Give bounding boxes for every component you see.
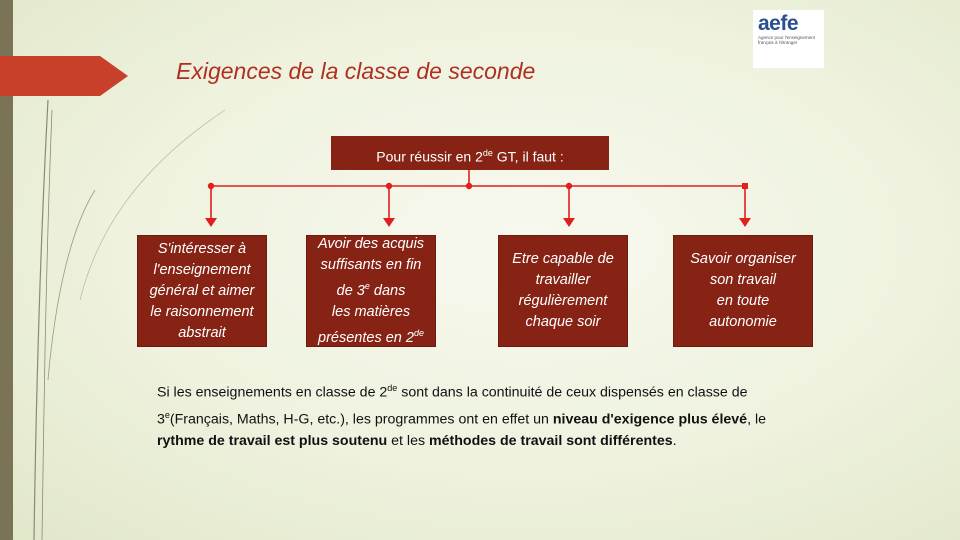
para-text: (Français, Maths, H-G, etc.), les programmes ont en effet un xyxy=(169,411,553,428)
logo-subtitle: Agence pour l'enseignement français à l'étranger xyxy=(758,35,815,45)
para-sup: e xyxy=(164,409,170,420)
box-line: Etre capable de xyxy=(512,251,614,267)
header-text-after: GT, il faut : xyxy=(492,148,564,165)
requirement-box-knowledge xyxy=(306,235,436,347)
box-line: abstrait xyxy=(178,324,226,341)
box-line: l'enseignement xyxy=(153,261,251,278)
box-line: son travail xyxy=(709,272,777,288)
box-line: dans xyxy=(369,282,406,299)
header-sup: de xyxy=(482,148,493,158)
logo-word: aefe xyxy=(758,12,799,35)
para-text: et les xyxy=(387,433,430,450)
para-bold: rythme de travail est plus soutenu xyxy=(157,433,388,450)
explanation-paragraph xyxy=(157,377,807,452)
requirement-box-autonomy xyxy=(673,235,813,347)
box-sup: de xyxy=(413,327,424,338)
para-text: . xyxy=(672,433,677,450)
box-line: S'intéresser à xyxy=(157,240,247,257)
box-line: travailler xyxy=(535,272,591,288)
box-line: autonomie xyxy=(709,314,777,330)
box-line: général et aimer xyxy=(149,282,255,299)
box-line: chaque soir xyxy=(525,314,601,330)
requirement-box-interest xyxy=(137,235,267,347)
box-sup: e xyxy=(364,280,370,291)
box-line: présentes en 2 xyxy=(318,329,414,346)
box-line: les matières xyxy=(331,303,411,320)
para-bold: niveau d'exigence plus élevé xyxy=(552,411,748,428)
box-line: Avoir des acquis xyxy=(317,235,425,252)
box-line: en toute xyxy=(716,293,770,309)
box-line: Savoir organiser xyxy=(690,251,796,267)
box-line: de 3 xyxy=(336,282,365,299)
para-bold: méthodes de travail sont différentes xyxy=(429,433,673,450)
para-sup: de xyxy=(387,383,398,393)
box-line: régulièrement xyxy=(518,293,608,309)
box-line: le raisonnement xyxy=(150,303,254,320)
header-text-before: Pour réussir en 2 xyxy=(376,148,483,165)
para-text: Si les enseignements en classe de 2 xyxy=(157,384,388,401)
para-text: sont dans la continuité de ceux dispensés en classe de 3 xyxy=(157,384,748,428)
para-text: , le xyxy=(747,411,767,428)
requirement-box-regular-work xyxy=(498,235,628,347)
box-line: suffisants en fin xyxy=(320,256,422,273)
page-title: Exigences de la classe de seconde xyxy=(176,58,536,84)
